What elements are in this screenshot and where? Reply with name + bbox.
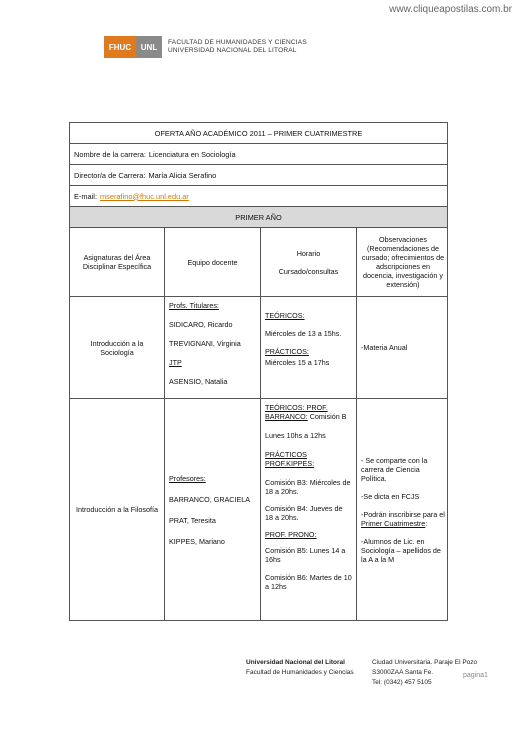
footer-address-line-2: S3000ZAA Santa Fe. [372, 669, 434, 676]
career-label: Nombre de la carrera: [74, 149, 146, 159]
teoricos-label: TEÓRICOS: [265, 311, 305, 320]
header-line-1: FACULTAD DE HUMANIDADES Y CIENCIAS [168, 39, 307, 46]
career-name-row [70, 144, 447, 165]
observation-text: -Se dicta en FCJS [361, 491, 420, 501]
team-member: ASENSIO, Natalia [169, 377, 228, 386]
section-heading: PRIMER AÑO [70, 207, 447, 228]
header-obs-bold: Observaciones [379, 235, 427, 244]
team-member: BARRANCO, GRACIELA [169, 494, 251, 504]
team-member: TREVIGNANI, Virginia [169, 339, 241, 348]
practicos-time: Miércoles 15 a 17hs [265, 358, 330, 367]
commission-b5: Comisión B5: Lunes 14 a 16hs [265, 546, 346, 564]
offer-table [69, 122, 448, 621]
practicos-label: PRÁCTICOS: [265, 347, 309, 356]
table-row [70, 297, 447, 399]
director-row [70, 165, 447, 186]
team-member: PRAT, Teresita [169, 515, 216, 525]
footer-address-line-1: Ciudad Universitaria. Paraje El Pozo [372, 659, 478, 666]
header-horario-sub: Cursado/consultas [278, 266, 339, 276]
logo-unl: UNL [136, 36, 162, 58]
footer-university: Universidad Nacional del Litoral [246, 659, 345, 666]
team-member: KIPPES, Mariano [169, 536, 225, 546]
director-label: Director/a de Carrera: [74, 170, 146, 180]
schedule-cell [261, 297, 357, 398]
email-row [70, 186, 447, 207]
practicos-label: PRÁCTICOS PROF.KIPPES: [265, 450, 315, 468]
commission-b6: Comisión B6: Martes de 10 a 12hs [265, 573, 352, 591]
header-horario-title: Horario [296, 248, 321, 258]
header-horario [261, 228, 357, 296]
email-link[interactable]: mserafino@fhuc.unl.edu.ar [100, 191, 189, 201]
logo-fhuc: FHUC [104, 36, 136, 58]
observation-text: -Materia Anual [361, 343, 408, 352]
email-label: E-mail: [74, 191, 97, 201]
career-value: Licenciatura en Sociología [148, 149, 236, 159]
commission-b3: Comisión B3: Miércoles de 18 a 20hs. [265, 478, 351, 496]
footer-institution [246, 658, 354, 678]
subject-cell: Introducción a la Filosofía [70, 399, 165, 620]
footer-faculty: Facultad de Humanidades y Ciencias [246, 669, 354, 676]
header-institution-text [168, 39, 307, 55]
observations-cell [357, 297, 449, 398]
schedule-cell [261, 399, 357, 620]
director-value: María Alicia Serafino [148, 170, 217, 180]
teoricos-label: TEÓRICOS: PROF. BARRANCO: Comisión B [265, 403, 347, 421]
team-jtp: JTP [169, 358, 182, 367]
prono-label: PROF. PRONO: [265, 530, 317, 539]
team-title: Profesores: [169, 473, 206, 483]
team-member: SIDICARO, Ricardo [169, 320, 233, 329]
header-line-2: UNIVERSIDAD NACIONAL DEL LITORAL [168, 47, 297, 54]
page-number: pagina1 [463, 672, 488, 679]
header-asignaturas: Asignaturas del Área Disciplinar Específica [70, 228, 165, 296]
institution-logo [104, 36, 162, 58]
team-cell [165, 399, 261, 620]
table-title: OFERTA AÑO ACADÉMICO 2011 – PRIMER CUATRIMESTRE [70, 123, 447, 144]
header-obs-rest: (Recomendaciones de cursado; ofrecimientos de adscripciones en docencia, investigación y extensión) [361, 244, 445, 289]
observation-text: -Alumnos de Lic. en Sociología – apellidos de la A a la M [361, 536, 441, 564]
team-cell [165, 297, 261, 398]
observation-text: - Se comparte con la carrera de Ciencia Política. [361, 455, 428, 483]
table-row [70, 399, 447, 620]
commission-b4: Comisión B4: Jueves de 18 a 20hs. [265, 504, 343, 522]
page-header [104, 36, 307, 58]
subject-cell: Introducción a la Sociología [70, 297, 165, 398]
column-headers [70, 228, 447, 297]
teoricos-time: Lunes 10hs a 12hs [265, 431, 326, 440]
footer-address [372, 658, 477, 688]
observations-cell [357, 399, 449, 620]
teoricos-time: Miércoles de 13 a 15hs. [265, 329, 342, 338]
header-equipo: Equipo docente [165, 228, 261, 296]
header-observaciones [357, 228, 449, 296]
watermark-url: www.cliqueapostilas.com.br [389, 4, 512, 15]
team-title: Profs. Titulares: [169, 301, 219, 310]
observation-text: -Podrán inscribirse para el Primer Cuatrimestre: [361, 509, 445, 528]
footer-phone: Tel: (0342) 457 5105 [372, 679, 432, 686]
